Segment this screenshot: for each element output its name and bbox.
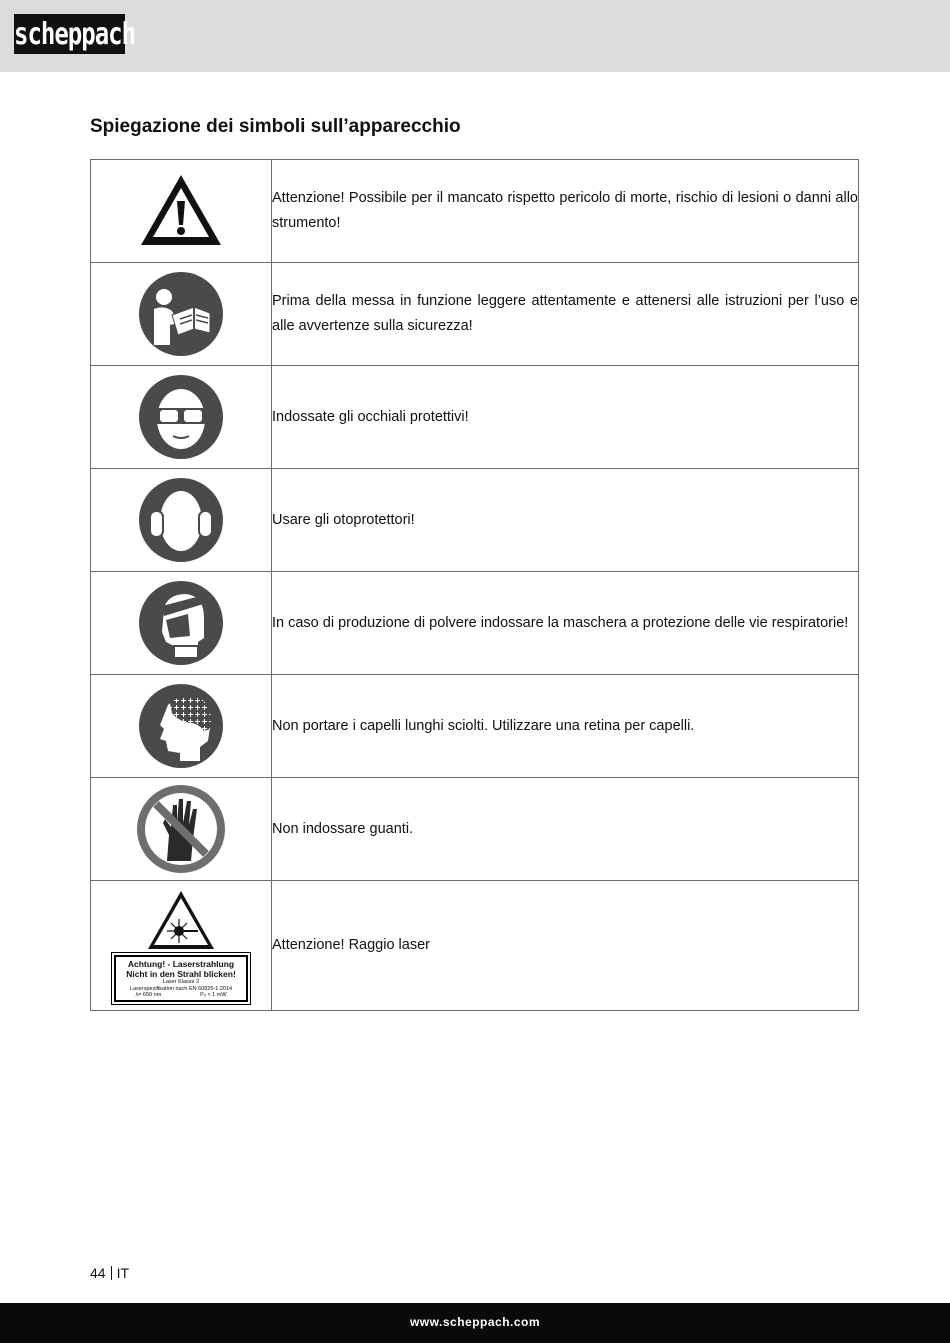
brand-logo[interactable]: scheppach xyxy=(14,14,125,54)
table-row xyxy=(91,675,859,778)
symbols-table xyxy=(90,159,859,1011)
table-row xyxy=(91,881,859,1011)
laser-power: Pₒ < 1 mW xyxy=(200,992,227,999)
laser-label-line: Nicht in den Strahl blicken! xyxy=(126,969,236,980)
ear-protection-icon xyxy=(138,477,224,563)
page-title: Spiegazione dei simboli sull’apparecchio xyxy=(90,116,461,137)
dust-mask-icon xyxy=(138,580,224,666)
laser-label xyxy=(114,955,248,1002)
warning-triangle-icon xyxy=(137,171,225,251)
table-row xyxy=(91,469,859,572)
symbol-description: Prima della messa in funzione leggere attentamente e attenersi alle istruzioni per l’uso e alle avvertenze sulla sicurezza! xyxy=(272,263,859,366)
laser-label-line: Laser Klasse 2 xyxy=(162,979,200,986)
divider xyxy=(111,1266,112,1280)
hair-net-icon xyxy=(138,683,224,769)
language-code: IT xyxy=(116,1265,130,1281)
website-link[interactable]: www.scheppach.com xyxy=(409,1315,541,1329)
table-row xyxy=(91,263,859,366)
page-number-value: 44 xyxy=(90,1265,106,1281)
no-gloves-icon xyxy=(135,783,227,875)
safety-goggles-icon xyxy=(138,374,224,460)
page-number xyxy=(90,1265,129,1281)
symbol-description: Non portare i capelli lunghi sciolti. Utilizzare una retina per capelli. xyxy=(272,675,859,778)
read-manual-icon xyxy=(138,271,224,357)
laser-label-line: Achtung! - Laserstrahlung xyxy=(127,958,235,969)
symbol-description: Indossate gli occhiali protettivi! xyxy=(272,366,859,469)
laser-label-line: Laserspezifikation nach EN 60825-1:2014 xyxy=(129,985,233,992)
symbol-description: Attenzione! Raggio laser xyxy=(272,881,859,1011)
table-row xyxy=(91,572,859,675)
header-bar xyxy=(0,0,950,72)
table-row xyxy=(91,778,859,881)
footer-bar xyxy=(0,1303,950,1343)
table-row xyxy=(91,160,859,263)
symbol-description: In caso di produzione di polvere indossare la maschera a protezione delle vie respiratorie! xyxy=(272,572,859,675)
symbol-description: Non indossare guanti. xyxy=(272,778,859,881)
laser-wavelength: λ= 650 nm xyxy=(135,992,162,999)
symbol-description: Attenzione! Possibile per il mancato rispetto pericolo di morte, rischio di lesioni o danni allo strumento! xyxy=(272,160,859,263)
table-row xyxy=(91,366,859,469)
symbol-description: Usare gli otoprotettori! xyxy=(272,469,859,572)
laser-warning-icon xyxy=(146,889,216,951)
